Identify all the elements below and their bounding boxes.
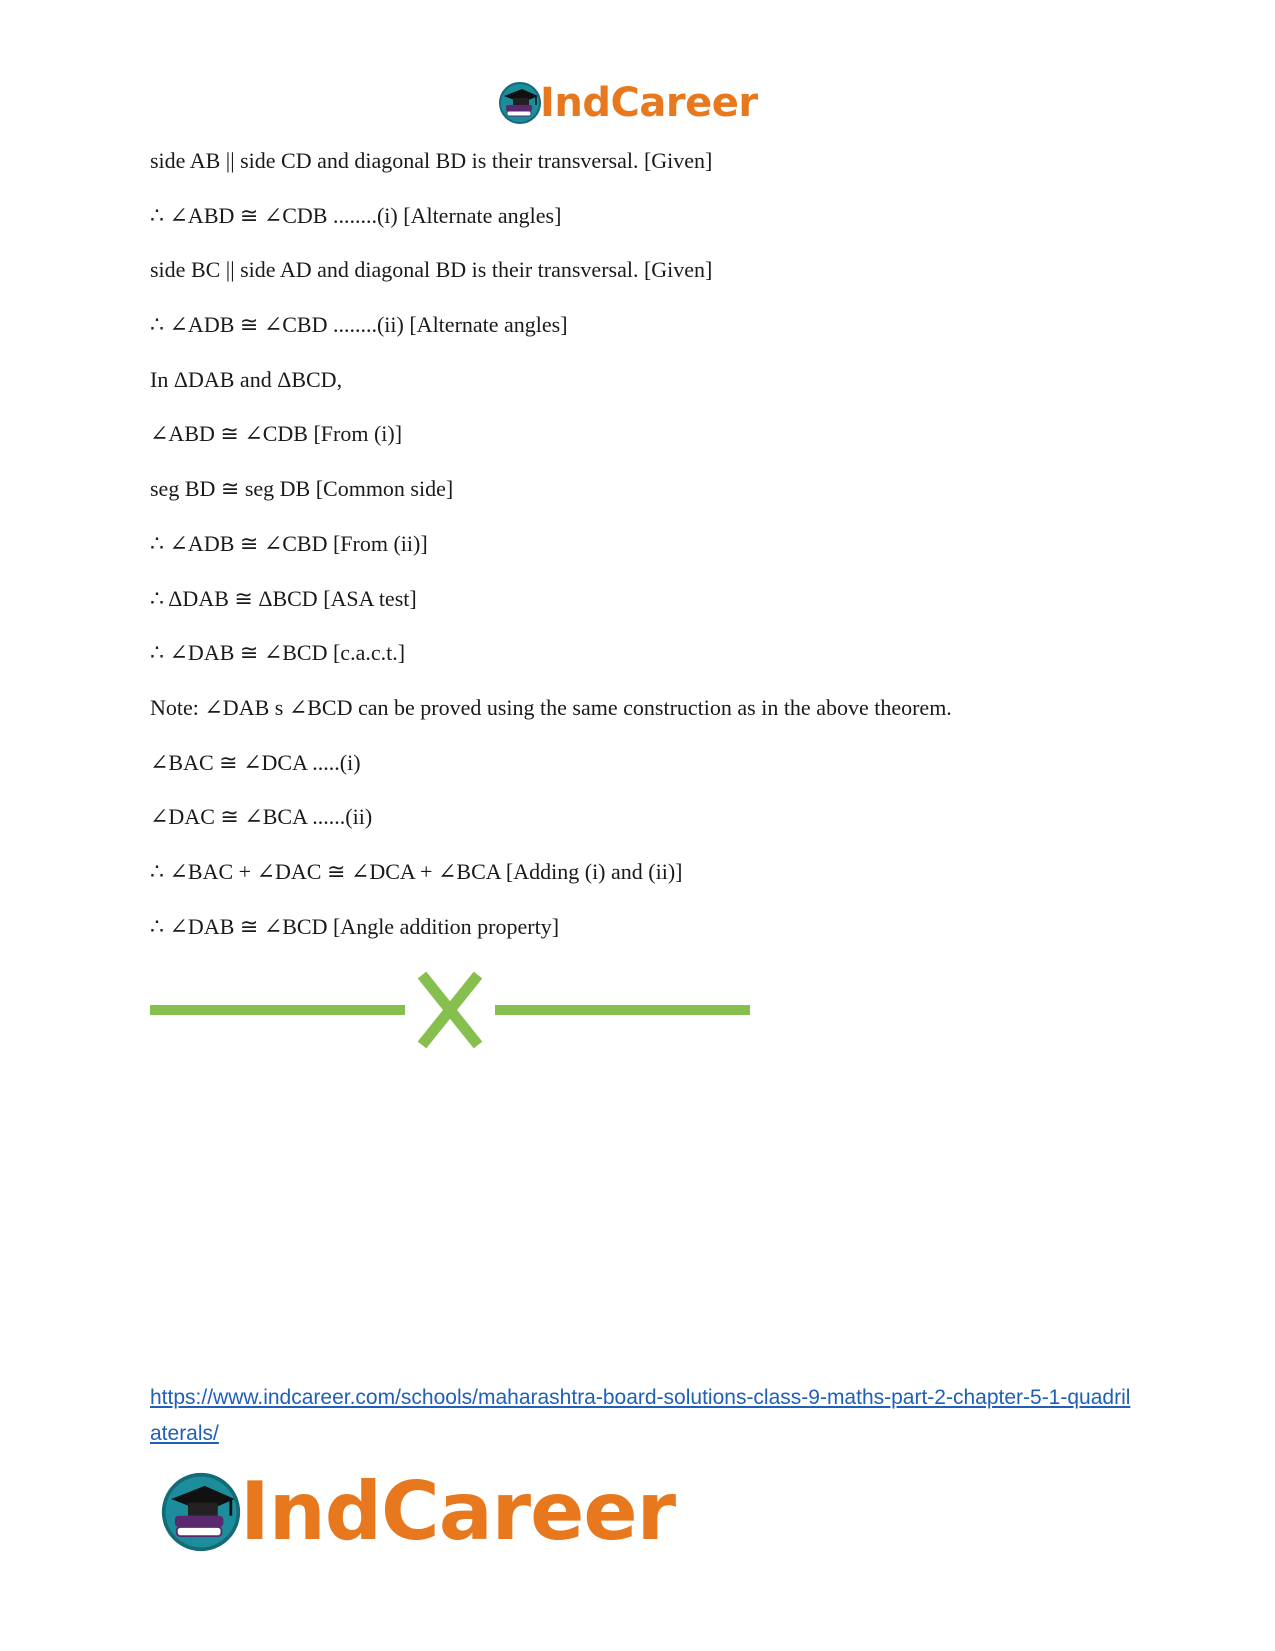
footer-logo — [160, 1465, 700, 1558]
proof-line-15: ∴ ∠DAB ≅ ∠BCD [Angle addition property] — [150, 913, 560, 939]
proof-line-5: In ΔDAB and ΔBCD, — [150, 366, 343, 392]
proof-line-2: ∴ ∠ABD ≅ ∠CDB ........(i) [Alternate angles] — [150, 202, 562, 228]
proof-line-1: side AB || side CD and diagonal BD is their transversal. [Given] — [150, 148, 713, 173]
proof-line-8: ∴ ∠ADB ≅ ∠CBD [From (ii)] — [150, 530, 428, 556]
section-divider — [150, 970, 755, 1050]
proof-line-12: ∠BAC ≅ ∠DCA .....(i) — [150, 749, 361, 775]
source-link[interactable]: https://www.indcareer.com/schools/maharashtra-board-solutions-class-9-maths-part-2-chapter-5-1-quadrilaterals/ — [150, 1386, 1131, 1445]
graduation-cap-books-icon — [160, 1471, 242, 1553]
footer-logo-text: IndCareer — [240, 1465, 676, 1558]
proof-line-13: ∠DAC ≅ ∠BCA ......(ii) — [150, 804, 373, 830]
proof-line-7: seg BD ≅ seg DB [Common side] — [150, 476, 454, 502]
proof-line-10: ∴ ∠DAB ≅ ∠BCD [c.a.c.t.] — [150, 640, 406, 666]
proof-line-4: ∴ ∠ADB ≅ ∠CBD ........(ii) [Alternate angles] — [150, 312, 568, 338]
proof-line-6: ∠ABD ≅ ∠CDB [From (i)] — [150, 421, 403, 447]
proof-line-3: side BC || side AD and diagonal BD is their transversal. [Given] — [150, 257, 713, 283]
header-logo — [498, 80, 773, 126]
header-logo-text: IndCareer — [540, 80, 758, 126]
proof-line-14: ∴ ∠BAC + ∠DAC ≅ ∠DCA + ∠BCA [Adding (i) and (ii)] — [150, 858, 683, 884]
graduation-cap-books-icon — [498, 81, 542, 125]
proof-note: Note: ∠DAB s ∠BCD can be proved using the same construction as in the above theorem. — [150, 694, 952, 720]
proof-line-9: ∴ ΔDAB ≅ ΔBCD [ASA test] — [150, 585, 417, 611]
proof-content — [150, 146, 1150, 966]
